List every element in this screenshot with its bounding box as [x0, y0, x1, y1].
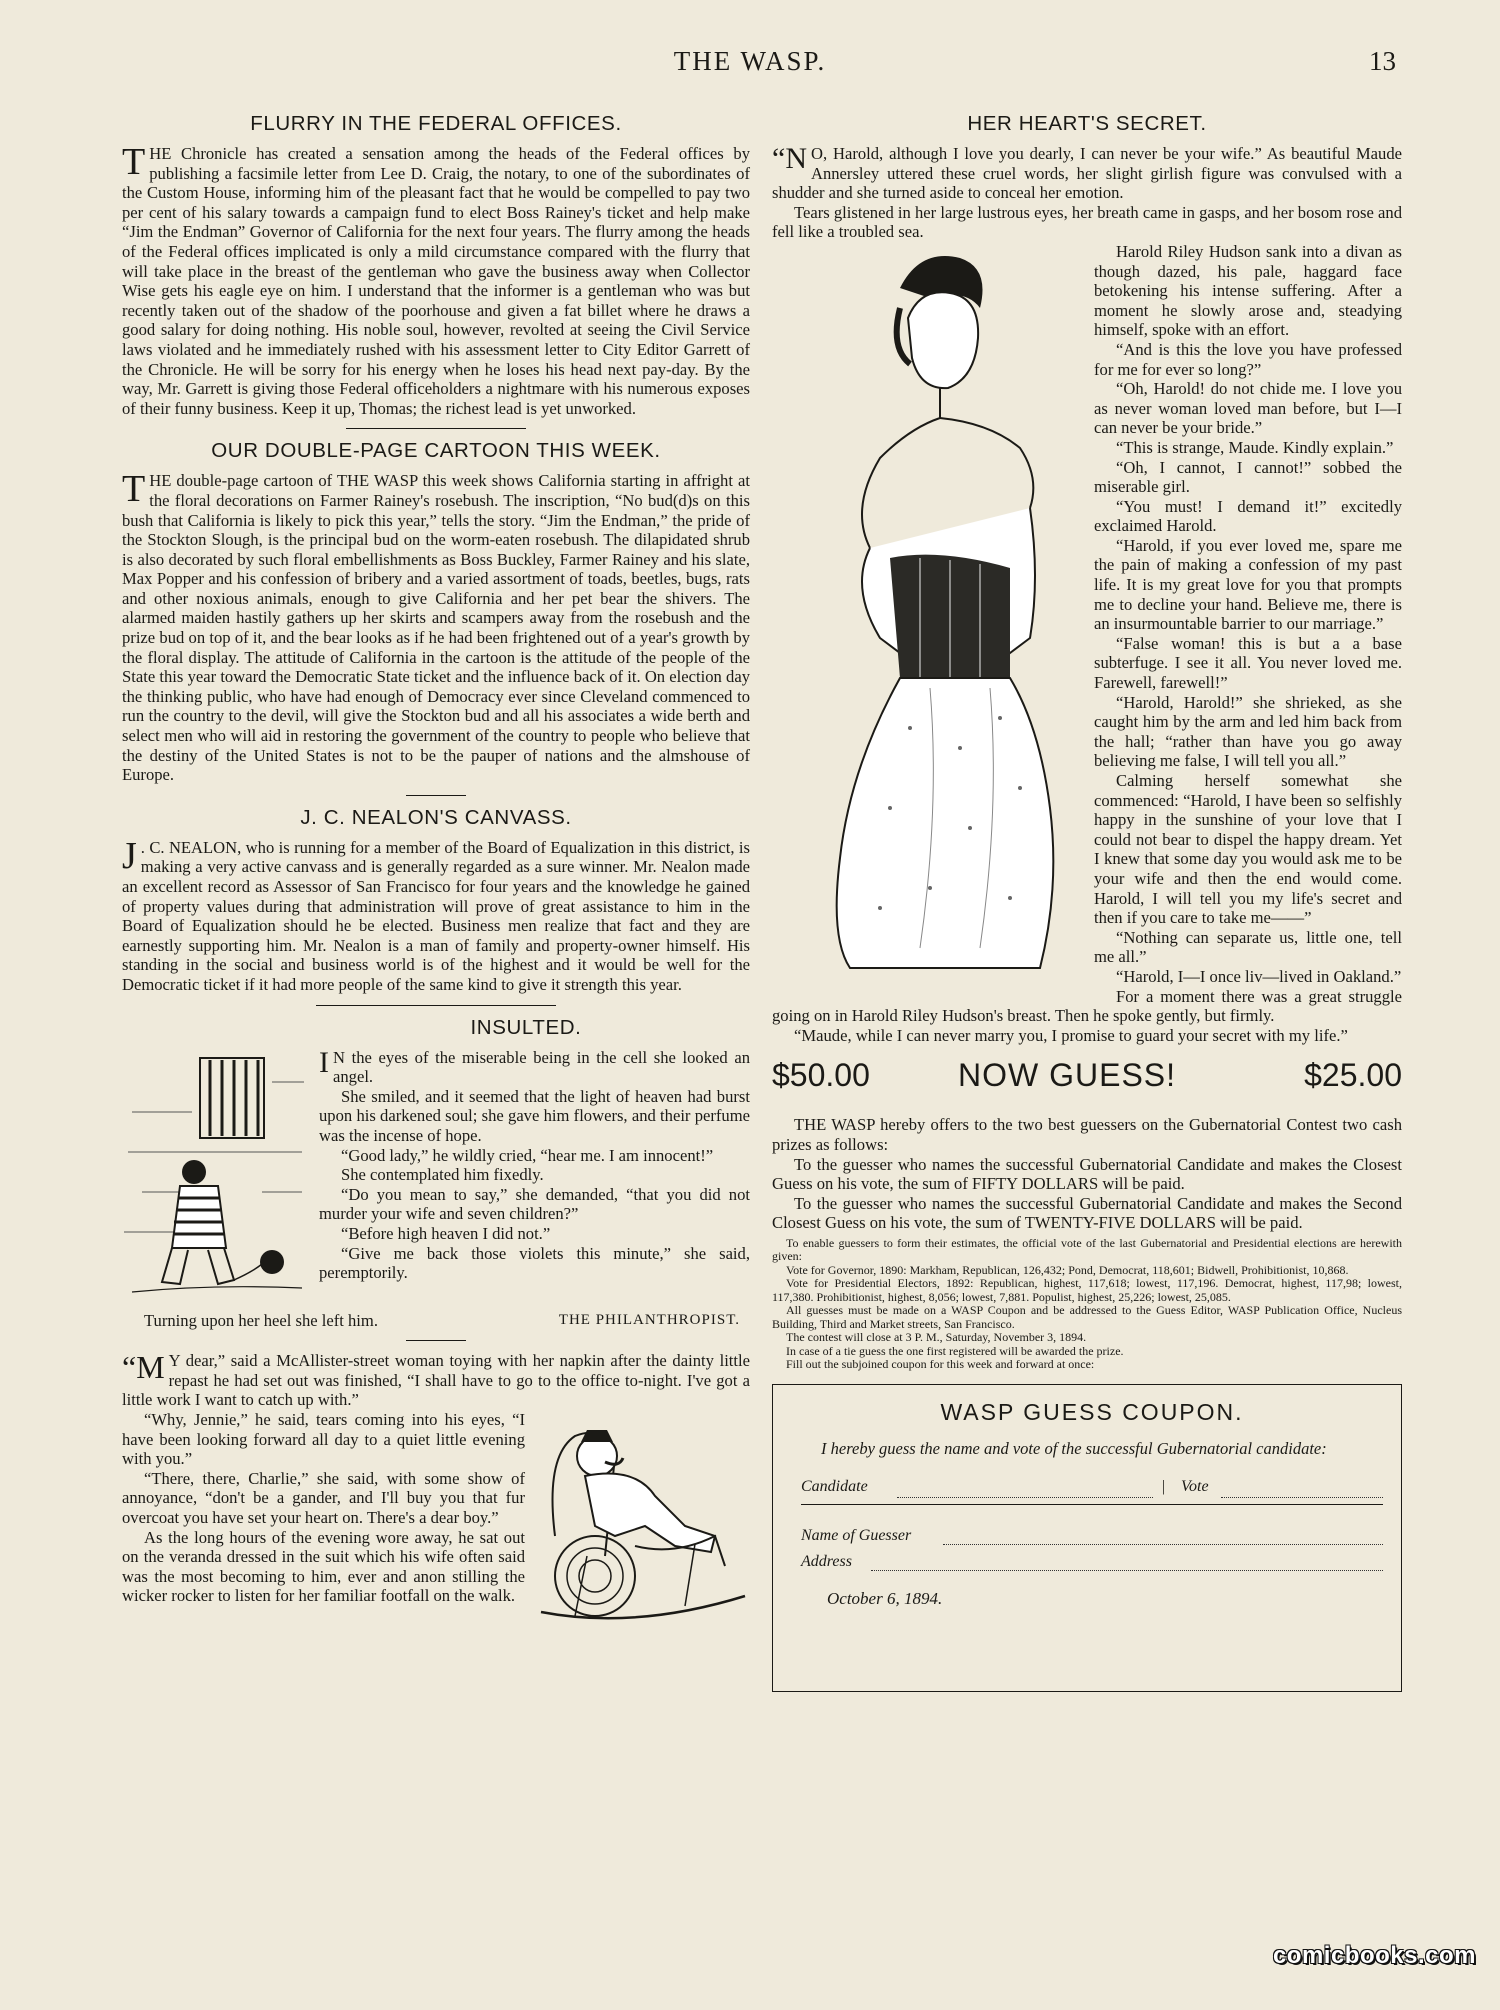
page-number: 13: [1369, 46, 1396, 76]
drop-cap: J: [122, 834, 137, 877]
article-body: Turning upon her heel she left him. THE PHILANTHROPIST.: [144, 1310, 740, 1330]
article-body: “Harold, I—I once liv—lived in Oakland.”: [1116, 966, 1402, 986]
contest-text: THE WASP hereby offers to the two best guessers on the Gubernatorial Contest two cash prizes as follows:: [772, 1115, 1402, 1154]
site-watermark: comicbooks.com: [1272, 1942, 1476, 1969]
article-body: THE double-page cartoon of THE WASP this week shows California starting in affright at the floral decorations on Farmer Rainey's rosebush. The inscription, “No bud(d)s on this bush that California is likely to pick this year,” tells the story. “Jim the Endman,” the pride of the Stockton Slough, is the principal bud on the worm-eaten rosebush. The dilapidated shrub is also decorated by such floral embellishments as Boss Buckley, Farmer Rainey and his slate, Max Popper and his confession of bribery and a varied assortment of toads, beetles, bugs, rats and other noxious animals, enough to give California and her pet bear the shivers. The alarmed maiden hastily gathers up her skirts and scampers away from the rosebush and the prize bud on top of it, and the bear looks as if he had been frightened out of a year's growth by the floral display. The attitude of California in the cartoon is the attitude of the people of the State this year toward the Democratic State ticket and the influence back of it. On election day the thinking public, who have had enough of Democracy ever since Cleveland commenced to run the country to the devil, will give the Stockton bud and all his associates a wide berth and select men who will aid in restoring the government of the country to people who believe that the destiny of the United States is not to be the pauper of nations and the almshouse of Europe.: [122, 468, 750, 785]
guesser-name-row: [801, 1527, 1383, 1553]
section-rule: [406, 1340, 466, 1341]
article-body: “There, there, Charlie,” she said, with some show of annoyance, “don't be a gander, and I'll buy you that fur overcoat you have set your heart on. There's a dear boy.”: [122, 1468, 525, 1527]
article-body: “False woman! this is but a a base subterfuge. I see it all. You never loved me. Farewell, farewell!”: [1094, 633, 1402, 693]
article-body: “And is this the love you have professed for me for ever so long?”: [1094, 339, 1402, 379]
article-body: “M Y dear,” said a McAllister-street woman toying with her napkin after the dainty little repast he had set out was finished, “I shall have to go to the office to-night. I've got a little work I want to catch up with.”: [122, 1349, 750, 1410]
article-nealon: [122, 806, 750, 995]
section-rule: [406, 795, 466, 796]
article-body: She contemplated him fixedly.: [341, 1165, 544, 1185]
article-title: INSULTED.: [470, 1015, 582, 1039]
masthead-title: THE WASP.: [673, 46, 827, 76]
address-label: Address: [801, 1552, 852, 1570]
field-separator: |: [1161, 1477, 1166, 1495]
article-body: “Give me back those violets this minute,” she said, peremptorily.: [319, 1243, 750, 1283]
maude-illustration: [790, 248, 1080, 983]
article-body: “You must! I demand it!” excitedly exclaimed Harold.: [1094, 496, 1402, 536]
coupon-spacer: [801, 1505, 1383, 1527]
article-body: “Harold, Harold!” she shrieked, as she caught him by the arm and led him back from the hall; “rather than have you go away believing me false, I will tell you all.”: [1094, 692, 1402, 771]
coupon-title: WASP GUESS COUPON.: [940, 1398, 1244, 1425]
guess-coupon: [772, 1384, 1402, 1692]
contest-fineprint: To enable guessers to form their estimates, the official vote of the last Gubernatorial and Presidential elections are herewith given:: [772, 1235, 1402, 1264]
address-field[interactable]: [871, 1570, 1383, 1571]
contest-fineprint: Vote for Presidential Electors, 1892: Republican, highest, 117,618; lowest, 117,196. Democrat, highest, 117,98; lowest, 117,380. Prohibitionist, highest, 8,056; lowest, 7,881. Populist, highest, 25,226; lowest, 25,085.: [772, 1276, 1402, 1304]
contest-fineprint: In case of a tie guess the one first registered will be awarded the prize.: [786, 1343, 1124, 1358]
candidate-label: Candidate: [801, 1477, 868, 1495]
contest-fineprint: Fill out the subjoined coupon for this week and forward at once:: [786, 1357, 1095, 1372]
article-body: THE Chronicle has created a sensation among the heads of the Federal offices by publishing a facsimile letter from Lee D. Craig, the notary, to one of the subordinates of the Custom House, informing him of the pleasant fact that he would be compelled to pay two per cent of his salary towards a campaign fund to elect Boss Rainey's ticket and help make “Jim the Endman” Governor of California for the next four years. The flurry among the heads of the Federal offices implicated is only a mild circumstance compared with the flurry that will take place in the breast of the gentleman who gave the business away when Collector Wise gets his eagle eye on him. I understand that the informer is a gentleman who was but recently taken out of the shadow of the poorhouse and given a fat billet where he draws a good salary for doing nothing. His noble soul, however, revolted at seeing the Civil Service laws violated and he immediately rushed with his assessment letter to City Editor Garrett of the Chronicle. He will be sorry for his energy when he loses his head next pay-day. By the way, Mr. Garrett is giving those Federal officeholders a nightmare with his numerous exposes of their funny business. Keep it up, Thomas; the richest lead is yet unworked.: [122, 141, 750, 418]
coupon-intro: I hereby guess the name and vote of the successful Gubernatorial candidate:: [821, 1438, 1327, 1458]
article-flurry: [122, 112, 750, 418]
contest-text: To the guesser who names the successful Gubernatorial Candidate and makes the Closest Guess on his vote, the sum of FIFTY DOLLARS will be paid.: [772, 1154, 1402, 1194]
article-body: “Oh, Harold! do not chide me. I love you as never woman loved man before, but I—I can never be your bride.”: [1094, 379, 1402, 438]
article-heart-secret: [772, 112, 1402, 1045]
prisoner-illustration: [122, 1052, 307, 1307]
drop-cap: T: [122, 468, 146, 511]
article-insulted: [122, 1016, 750, 1331]
drop-cap: T: [122, 141, 146, 183]
address-row: [801, 1553, 1383, 1579]
article-body: J . C. NEALON, who is running for a member of the Board of Equalization in this district, is making a very active canvass and is generally regarded as a sure winner. Mr. Nealon made an excellent record as Assessor of San Francisco for four years and the knowledge he gained of property values during that administration will prove of great assistance to him in the Board of Equalization should he be elected. Business men realize that fact and they are earnestly supporting him. Mr. Nealon is a man of family and property-owner himself. His standing in the social and business world is of the highest and it would be well for the Democratic ticket if it had more people of the same kind to give it strength this year.: [122, 834, 750, 994]
article-napkin: [122, 1351, 750, 1606]
article-body: “Do you mean to say,” she demanded, “that you did not murder your wife and seven children?”: [319, 1184, 750, 1224]
article-body: “This is strange, Maude. Kindly explain.”: [1116, 437, 1394, 457]
article-body: For a moment there was a great struggle going on in Harold Riley Hudson's breast. Then he spoke gently, but firmly.: [772, 986, 1402, 1026]
signature: THE PHILANTHROPIST.: [558, 1311, 740, 1328]
article-body: Tears glistened in her large lustrous eyes, her breath came in gasps, and her bosom rose and fell like a troubled sea.: [772, 202, 1402, 242]
contest-fineprint: The contest will close at 3 P. M., Saturday, November 3, 1894.: [786, 1330, 1087, 1345]
article-body: Calming herself somewhat she commenced: “Harold, I have been so selfishly happy in the sunshine of your love that I could not bear to dispel the happy dream. Yet I knew that some day you would ask me to be your wife and then the end would come. Harold, I will tell you my life's secret and then if you care to take me——”: [1094, 771, 1402, 928]
guesser-name-label: Name of Guesser: [801, 1526, 912, 1544]
candidate-field[interactable]: [897, 1497, 1153, 1498]
article-body: “Harold, if you ever loved me, spare me the pain of making a confession of my past life. It is my great love for you that prompts me to decline your hand. Believe me, there is an insurmountable barrier to our marriage.”: [1094, 535, 1402, 634]
left-column: [122, 112, 750, 1640]
article-body: “Why, Jennie,” he said, tears coming into his eyes, “I have been looking forward all day to a quiet little evening with you.”: [122, 1409, 525, 1469]
contest-fineprint: Vote for Governor, 1890: Markham, Republican, 126,432; Pond, Democrat, 118,601; Bidwell, Prohibitionist, 10,868.: [786, 1262, 1349, 1277]
contest-fineprint: All guesses must be made on a WASP Coupon and be addressed to the Guess Editor, WASP Publication Office, Nucleus Building, Third and Market streets, San Francisco.: [772, 1303, 1402, 1331]
coupon-date: October 6, 1894.: [827, 1588, 943, 1608]
drop-cap: “N: [772, 142, 807, 175]
section-rule: [346, 428, 526, 429]
article-body: “Before high heaven I did not.”: [341, 1223, 551, 1243]
guesser-name-field[interactable]: [943, 1544, 1383, 1545]
article-body: I N the eyes of the miserable being in the cell she looked an angel.: [319, 1045, 750, 1087]
prize-amount-first: $50.00: [772, 1057, 870, 1094]
article-body: “Maude, while I can never marry you, I promise to guard your secret with my life.”: [794, 1025, 1348, 1045]
article-body: Harold Riley Hudson sank into a divan as though dazed, his pale, haggard face betokening his intense suffering. After a moment he slowly arose and, steadying himself, spoke with an effort.: [1094, 241, 1402, 340]
running-header: [0, 40, 1500, 84]
prize-amount-second: $25.00: [1304, 1057, 1402, 1094]
article-body: As the long hours of the evening wore away, he sat out on the veranda dressed in the suit which his wife often said was the most becoming to him, ever and anon stilling the wicker rocker to listen for her familiar footfall on the walk.: [122, 1527, 525, 1606]
article-body: “Good lady,” he wildly cried, “hear me. I am innocent!”: [341, 1145, 714, 1165]
article-body: She smiled, and it seemed that the light of heaven had burst upon his darkened soul; she gave him flowers, and their perfume was the incense of hope.: [319, 1086, 750, 1145]
guess-heading: NOW GUESS!: [958, 1057, 1177, 1094]
contest-rules: [772, 1115, 1402, 1372]
article-title: J. C. NEALON'S CANVASS.: [300, 805, 572, 829]
article-cartoon: [122, 439, 750, 785]
right-column: [772, 112, 1402, 1692]
article-body: “Oh, I cannot, I cannot!” sobbed the miserable girl.: [1094, 457, 1402, 497]
section-rule: [316, 1005, 556, 1006]
drop-cap: I: [319, 1045, 329, 1079]
candidate-vote-row: [801, 1478, 1383, 1505]
drop-cap: “M: [122, 1349, 165, 1386]
article-body: “N O, Harold, although I love you dearly, I can never be your wife.” As beautiful Maude Annersley uttered these cruel words, her slight girlish figure was convulsed with a shudder and she turned aside to conceal her emotion.: [772, 142, 1402, 203]
prize-heading: [772, 1057, 1402, 1101]
article-title: OUR DOUBLE-PAGE CARTOON THIS WEEK.: [211, 439, 661, 463]
article-body: “Nothing can separate us, little one, tell me all.”: [1094, 927, 1402, 967]
rocking-chair-illustration: [535, 1416, 750, 1636]
vote-field[interactable]: [1221, 1497, 1383, 1498]
article-title: FLURRY IN THE FEDERAL OFFICES.: [250, 112, 622, 135]
article-title: HER HEART'S SECRET.: [967, 112, 1207, 135]
contest-text: To the guesser who names the successful Gubernatorial Candidate and makes the Second Closest Guess on his vote, the sum of TWENTY-FIVE DOLLARS will be paid.: [772, 1193, 1402, 1233]
vote-label: Vote: [1181, 1477, 1209, 1495]
